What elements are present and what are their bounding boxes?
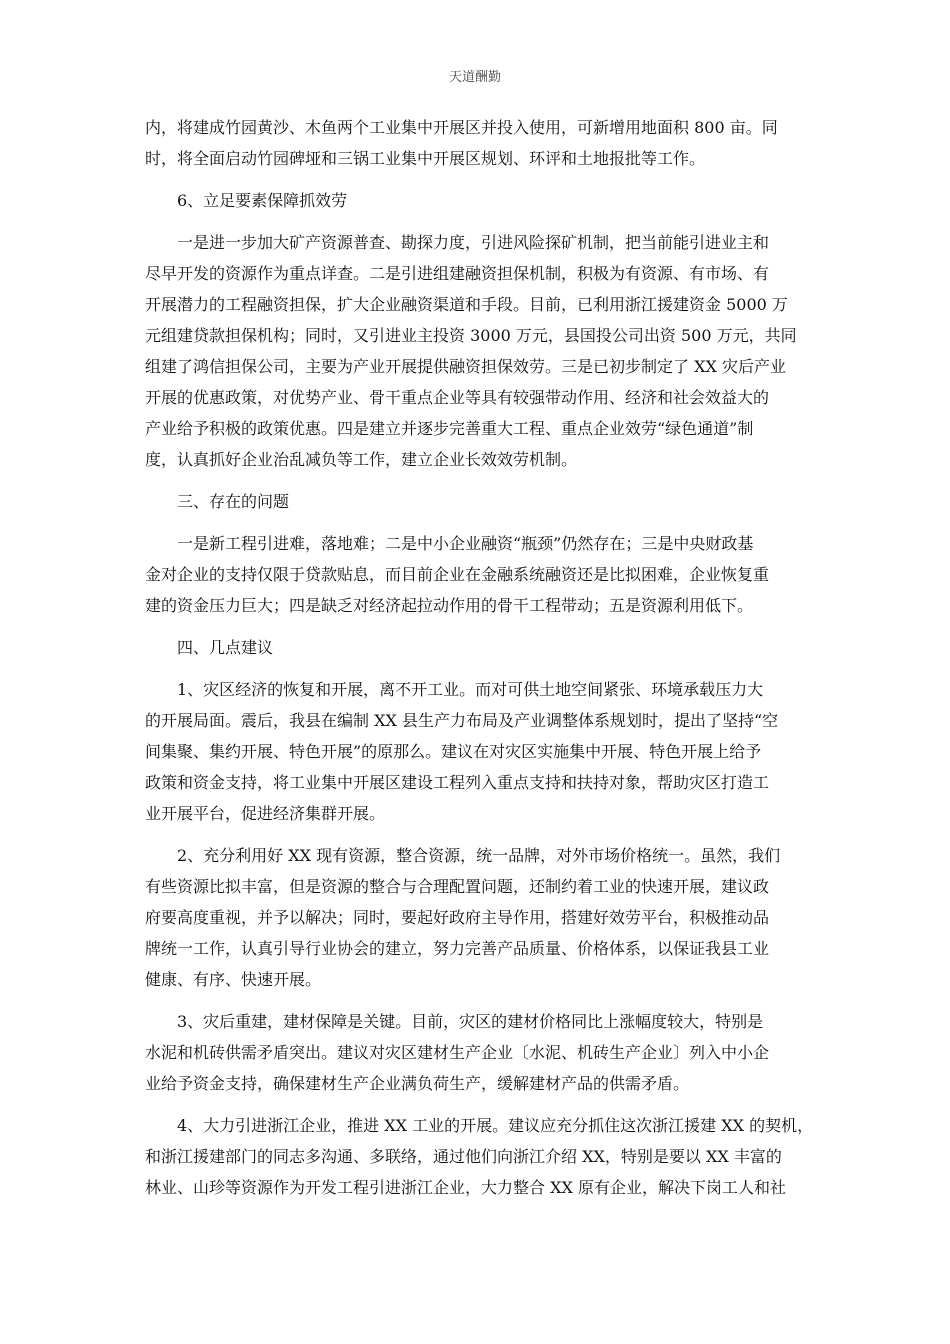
text-line: 和浙江援建部门的同志多沟通、多联络，通过他们向浙江介绍 XX，特别是要以 XX 丰富的 [145, 1147, 782, 1166]
text-line: 开展潜力的工程融资担保，扩大企业融资渠道和手段。目前，已利用浙江援建资金 5000 万 [145, 295, 788, 314]
text-line: 4、大力引进浙江企业，推进 XX 工业的开展。建议应充分抓住这次浙江援建 XX 的契机， [177, 1116, 814, 1135]
paragraph-gap [145, 174, 805, 185]
paragraph [145, 185, 805, 216]
text-line: 四、几点建议 [177, 638, 274, 657]
paragraph [145, 840, 805, 995]
text-line: 政策和资金支持，将工业集中开展区建设工程列入重点支持和扶持对象，帮助灾区打造工 [145, 773, 770, 792]
text-line: 林业、山珍等资源作为开发工程引进浙江企业，大力整合 XX 原有企业，解决下岗工人和社 [145, 1178, 786, 1197]
paragraph-gap [145, 216, 805, 227]
text-line: 有些资源比拟丰富，但是资源的整合与合理配置问题，还制约着工业的快速开展，建议政 [145, 877, 770, 896]
text-line: 牌统一工作，认真引导行业协会的建立，努力完善产品质量、价格体系，以保证我县工业 [145, 939, 770, 958]
text-line: 元组建贷款担保机构；同时，又引进业主投资 3000 万元，县国投公司出资 500 万元，共同 [145, 326, 797, 345]
paragraph [145, 112, 805, 174]
text-line: 时，将全面启动竹园碑垭和三锅工业集中开展区规划、环评和土地报批等工作。 [145, 149, 706, 168]
paragraph [145, 674, 805, 829]
document-body [145, 112, 814, 1203]
text-line: 2、充分利用好 XX 现有资源，整合资源，统一品牌，对外市场价格统一。虽然，我们 [177, 846, 781, 865]
text-line: 健康、有序、快速开展。 [145, 970, 322, 989]
paragraph [145, 632, 805, 663]
text-line: 业给予资金支持，确保建材生产企业满负荷生产，缓解建材产品的供需矛盾。 [145, 1074, 690, 1093]
text-line: 金对企业的支持仅限于贷款贴息，而目前企业在金融系统融资还是比拟困难，企业恢复重 [145, 565, 770, 584]
text-line: 开展的优惠政策，对优势产业、骨干重点企业等具有较强带动作用、经济和社会效益大的 [145, 388, 770, 407]
paragraph-gap [145, 995, 805, 1006]
page-header: 天道酬勤 [448, 70, 501, 85]
text-line: 组建了鸿信担保公司，主要为产业开展提供融资担保效劳。三是已初步制定了 XX 灾后产业 [145, 357, 786, 376]
text-line: 度，认真抓好企业治乱减负等工作，建立企业长效效劳机制。 [145, 450, 578, 469]
paragraph-gap [145, 517, 805, 528]
text-line: 建的资金压力巨大；四是缺乏对经济起拉动作用的骨干工程带动；五是资源利用低下。 [145, 596, 754, 615]
paragraph [145, 528, 805, 621]
text-line: 一是新工程引进难，落地难；二是中小企业融资“瓶颈”仍然存在；三是中央财政基 [177, 534, 754, 553]
paragraph-gap [145, 475, 805, 486]
text-line: 的开展局面。震后，我县在编制 XX 县生产力布局及产业调整体系规划时，提出了坚持“空 [145, 711, 779, 730]
paragraph-gap [145, 1099, 805, 1110]
text-line: 水泥和机砖供需矛盾突出。建议对灾区建材生产企业〔水泥、机砖生产企业〕列入中小企 [145, 1043, 770, 1062]
text-line: 三、存在的问题 [177, 492, 290, 511]
paragraph-gap [145, 829, 805, 840]
text-line: 产业给予积极的政策优惠。四是建立并逐步完善重大工程、重点企业效劳“绿色通道”制 [145, 419, 754, 438]
text-line: 1、灾区经济的恢复和开展，离不开工业。而对可供土地空间紧张、环境承载压力大 [177, 680, 764, 699]
text-line: 尽早开发的资源作为重点详查。二是引进组建融资担保机制，积极为有资源、有市场、有 [145, 264, 770, 283]
paragraph [145, 227, 805, 475]
text-line: 业开展平台，促进经济集群开展。 [145, 804, 386, 823]
text-line: 3、灾后重建，建材保障是关键。目前，灾区的建材价格同比上涨幅度较大，特别是 [177, 1012, 764, 1031]
text-line: 一是进一步加大矿产资源普查、勘探力度，引进风险探矿机制，把当前能引进业主和 [177, 233, 770, 252]
paragraph [145, 486, 805, 517]
paragraph-gap [145, 621, 805, 632]
paragraph-gap [145, 663, 805, 674]
text-line: 内，将建成竹园黄沙、木鱼两个工业集中开展区并投入使用，可新增用地面积 800 亩。同 [145, 118, 778, 137]
text-line: 府要高度重视，并予以解决；同时，要起好政府主导作用，搭建好效劳平台，积极推动品 [145, 908, 770, 927]
text-line: 间集聚、集约开展、特色开展”的原那么。建议在对灾区实施集中开展、特色开展上给予 [145, 742, 762, 761]
paragraph [145, 1110, 814, 1203]
paragraph [145, 1006, 805, 1099]
text-line: 6、立足要素保障抓效劳 [177, 191, 348, 210]
